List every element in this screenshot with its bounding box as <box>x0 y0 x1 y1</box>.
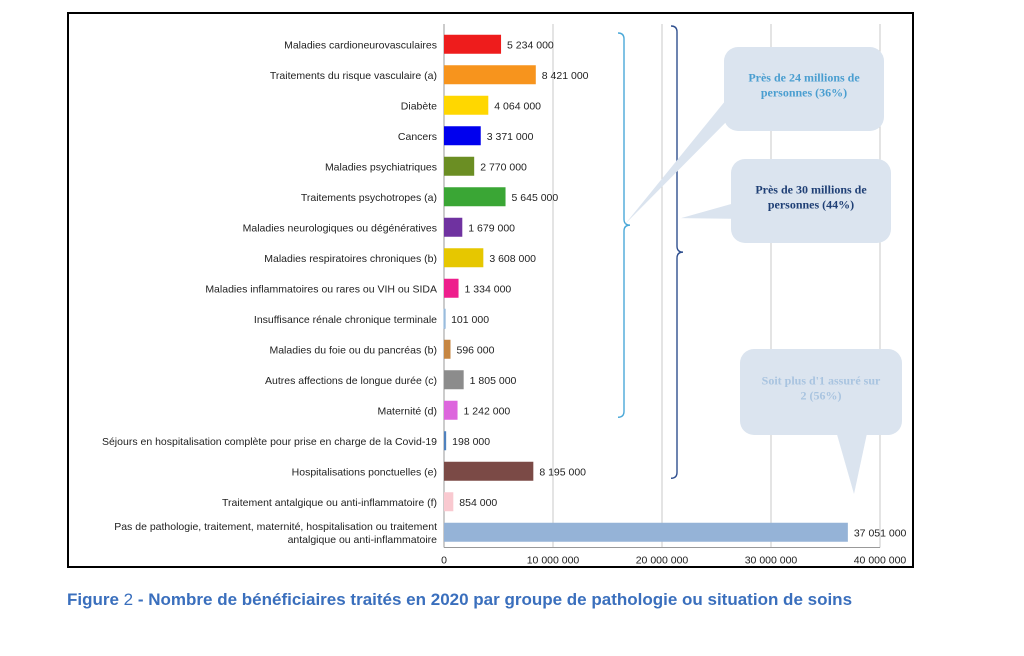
data-label: 8 195 000 <box>539 466 587 479</box>
callout-24m-text: Près de 24 millions de <box>748 70 860 85</box>
bar <box>444 370 464 389</box>
category-label: Hospitalisations ponctuelles (e) <box>291 466 437 479</box>
data-label: 198 000 <box>452 435 491 448</box>
x-tick-label: 10 000 000 <box>526 554 580 566</box>
data-label: 4 064 000 <box>494 100 542 113</box>
category-label: Insuffisance rénale chronique terminale <box>253 313 437 326</box>
category-label: Maladies du foie ou du pancréas (b) <box>269 344 437 357</box>
category-label: Traitement antalgique ou anti-inflammatoire (f) <box>222 496 437 509</box>
bar <box>444 401 458 420</box>
category-label: Traitements du risque vasculaire (a) <box>269 69 437 82</box>
callout-24m-tail <box>625 84 739 224</box>
bar <box>444 157 474 176</box>
bar <box>444 279 459 298</box>
bar <box>444 218 462 237</box>
category-label: Maladies cardioneurovasculaires <box>284 39 437 52</box>
data-label: 2 770 000 <box>480 161 527 174</box>
data-label: 1 805 000 <box>469 374 517 387</box>
data-label: 5 234 000 <box>507 39 554 52</box>
figure-caption <box>67 590 967 610</box>
brace-24m <box>618 33 630 417</box>
category-label: Maternité (d) <box>377 405 437 418</box>
x-tick-label: 30 000 000 <box>744 554 798 566</box>
data-label: 3 608 000 <box>489 252 537 265</box>
bar <box>444 126 481 145</box>
category-label: Diabète <box>400 100 437 113</box>
brace-30m <box>671 26 683 478</box>
callout-half-text: Soit plus d'1 assuré sur <box>761 373 881 388</box>
category-label: Maladies neurologiques ou dégénératives <box>242 222 437 235</box>
callout-30m-text: personnes (44%) <box>767 197 855 212</box>
x-tick-label: 20 000 000 <box>635 554 689 566</box>
data-label: 1 334 000 <box>464 283 512 296</box>
data-label: 5 645 000 <box>511 191 559 204</box>
data-label: 37 051 000 <box>853 527 907 540</box>
bar <box>444 431 446 450</box>
category-label: Autres affections de longue durée (c) <box>265 374 437 387</box>
data-label: 596 000 <box>456 344 495 357</box>
category-label: Maladies inflammatoires ou rares ou VIH ou SIDA <box>205 283 437 296</box>
category-label: Maladies psychiatriques <box>324 161 437 174</box>
category-label: Traitements psychotropes (a) <box>300 191 437 204</box>
bar <box>444 340 450 359</box>
data-label: 101 000 <box>451 313 490 326</box>
x-tick-label: 0 <box>441 554 447 566</box>
bar <box>444 65 536 84</box>
bar-chart <box>69 14 912 566</box>
chart-frame <box>67 12 914 568</box>
data-label: 854 000 <box>459 496 498 509</box>
bar <box>444 35 501 54</box>
category-label: Maladies respiratoires chroniques (b) <box>264 252 437 265</box>
data-label: 1 679 000 <box>468 222 516 235</box>
callout-24m-text: personnes (36%) <box>760 85 848 100</box>
caption-prefix: Figure <box>67 590 124 609</box>
category-label: Séjours en hospitalisation complète pour prise en charge de la Covid-19 <box>101 435 437 448</box>
category-label: Pas de pathologie, traitement, maternité, hospitalisation ou traitement antalgique ou anti-inflammatoire <box>114 520 437 546</box>
bar <box>444 492 453 511</box>
bar <box>444 523 848 542</box>
callout-half-text: 2 (56%) <box>800 388 842 403</box>
bar <box>444 248 483 267</box>
bar <box>444 309 445 328</box>
callout-30m-text: Près de 30 millions de <box>755 182 867 197</box>
bar <box>444 187 506 206</box>
bar <box>444 96 488 115</box>
data-label: 8 421 000 <box>541 69 589 82</box>
caption-number: 2 <box>123 590 134 609</box>
data-label: 1 242 000 <box>463 405 511 418</box>
caption-text: - Nombre de bénéficiaires traités en 2020 par groupe de pathologie ou situation de soins <box>133 590 853 609</box>
bar <box>444 462 533 481</box>
x-tick-label: 40 000 000 <box>853 554 907 566</box>
data-label: 3 371 000 <box>486 130 534 143</box>
category-label: Cancers <box>397 130 437 143</box>
